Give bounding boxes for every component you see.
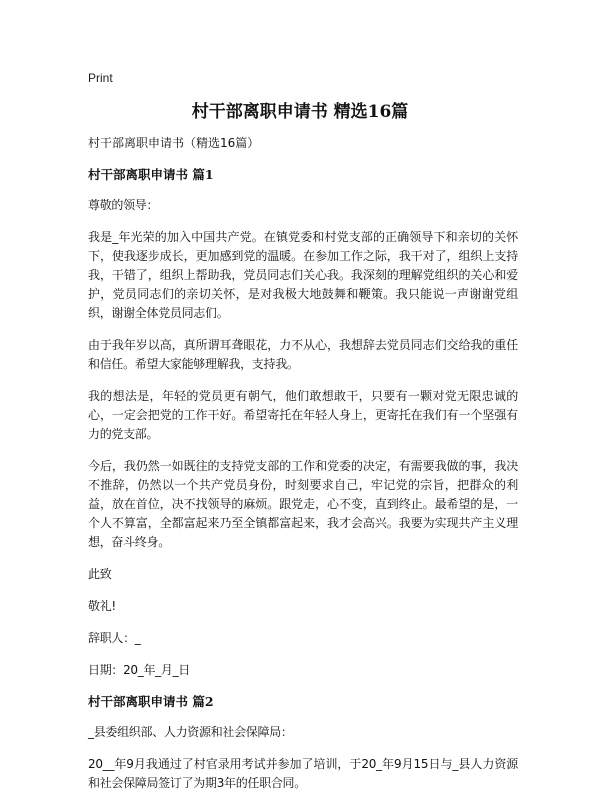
print-label[interactable]: Print: [88, 71, 113, 85]
signer-line: 辞职人：_: [88, 631, 141, 645]
closing-line: 此致: [88, 567, 112, 581]
paragraph: 我是_年光荣的加入中国共产党。在镇党委和村党支部的正确领导下和亲切的关怀下，使我逐步成长，更加感到党的温暖。在参加工作之际，我干对了，组织上支持我，干错了，组织上帮助我，党员同志们关心我。我深刻的理解党组织的关心和爱护，党员同志们的亲切关怀，是对我极大地鼓舞和鞭策。我只能说一声谢谢党组织，谢谢全体党员同志们。: [88, 230, 518, 320]
salutation: 尊敬的领导：: [88, 198, 159, 212]
paragraph: 20__年9月我通过了村官录用考试并参加了培训，于20_年9月15日与_县人力资源和社会保障局签订了为期3年的任职合同。: [88, 757, 518, 790]
date-line: 日期：20_年_月_日: [88, 663, 190, 677]
document-body: [88, 134, 518, 806]
paragraph: 由于我年岁以高，真所谓耳聋眼花，力不从心，我想辞去党员同志们交给我的重任和信任。希望大家能够理解我，支持我。: [88, 338, 518, 371]
document-subtitle: 村干部离职申请书（精选16篇）: [88, 136, 260, 150]
document-title: 村干部离职申请书 精选16篇: [191, 102, 409, 122]
addressee-line: _县委组织部、人力资源和社会保障局：: [88, 725, 293, 739]
closing-salute: 敬礼!: [88, 599, 116, 613]
paragraph: 我的想法是，年轻的党员更有朝气，他们敢想敢干，只要有一颗对党无限忠诚的心，一定会把党的工作干好。希望寄托在年轻人身上，更寄托在我们有一个坚强有力的党支部。: [88, 389, 518, 441]
section-heading-2: 村干部离职申请书 篇2: [88, 694, 214, 709]
section-heading-1: 村干部离职申请书 篇1: [88, 167, 214, 182]
paragraph: 今后，我仍然一如既往的支持党支部的工作和党委的决定，有需要我做的事，我决不推辞，仍然以一个共产党员身份，时刻要求自己，牢记党的宗旨，把群众的利益，放在首位，决不找领导的麻烦。跟党走，心不变，直到终止。最希望的是，一个人不算富，全都富起来乃至全镇都富起来，我才会高兴。我要为实现共产主义理想，奋斗终身。: [88, 459, 518, 549]
